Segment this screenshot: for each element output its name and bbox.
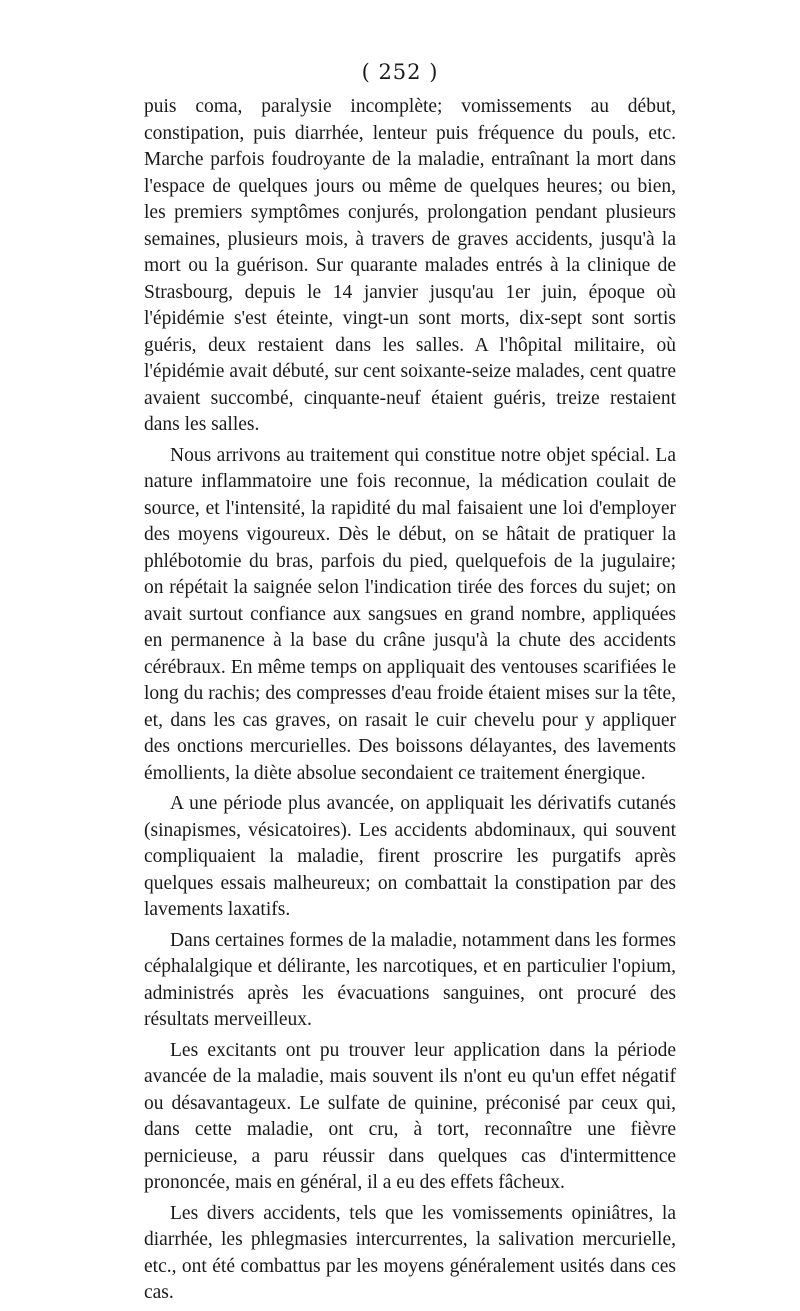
- paragraph-5: Les excitants ont pu trouver leur application dans la période avancée de la maladie, mais souvent ils n'ont eu qu'un effet négatif ou désavantageux. Le sulfate de quinine, préconisé par ceux qui, dans cette maladie, ont cru, à tort, reconnaître une fièvre pernicieuse, a paru réussir dans quelques cas d'intermittence prononcée, mais en général, il a eu des effets fâcheux.: [144, 1039, 676, 1193]
- paragraph-3: A une période plus avancée, on appliquait les dérivatifs cutanés (sinapismes, vésicatoires). Les accidents abdominaux, qui souvent compliquaient la maladie, firent proscrire les purgatifs après quelques essais malheureux; on combattait la constipation par des lavements laxatifs.: [144, 793, 676, 920]
- paragraph-2: Nous arrivons au traitement qui constitue notre objet spécial. La nature inflammatoire une fois reconnue, la médication coulait de source, et l'intensité, la rapidité du mal faisaient une loi d'employer des moyens vigoureux. Dès le début, on se hâtait de pratiquer la phlébotomie du bras, parfois du pied, quelquefois de la jugulaire; on répétait la saignée selon l'indication tirée des forces du sujet; on avait surtout confiance aux sangsues en grand nombre, appliquées en permanence à la base du crâne jusqu'à la chute des accidents cérébraux. En même temps on appliquait des ventouses scarifiées le long du rachis; des compresses d'eau froide étaient mises sur la tête, et, dans les cas graves, on rasait le cuir chevelu pour y appliquer des onctions mercurielles. Des boissons délayantes, des lavements émollients, la diète absolue secondaient ce traitement énergique.: [144, 444, 676, 784]
- paragraph-1: puis coma, paralysie incomplète; vomissements au début, constipation, puis diarrhée, lenteur puis fréquence du pouls, etc. Marche parfois foudroyante de la maladie, entraînant la mort dans l'espace de quelques jours ou même de quelques heures; ou bien, les premiers symptômes conjurés, prolongation pendant plusieurs semaines, plusieurs mois, à travers de graves accidents, jusqu'à la mort ou la guérison. Sur quarante malades entrés à la clinique de Strasbourg, depuis le 14 janvier jusqu'au 1er juin, époque où l'épidémie s'est éteinte, vingt-un sont morts, dix-sept sont sortis guéris, deux restaient dans les salles. A l'hôpital militaire, où l'épidémie avait débuté, sur cent soixante-seize malades, cent quatre avaient succombé, cinquante-neuf étaient guéris, treize restaient dans les salles.: [144, 96, 676, 435]
- page-number: ( 252 ): [361, 60, 439, 84]
- paragraph-4: Dans certaines formes de la maladie, notamment dans les formes céphalalgique et délirante, les narcotiques, et en particulier l'opium, administrés après les évacuations sanguines, ont procuré des résultats merveilleux.: [144, 929, 676, 1030]
- body-text: [144, 94, 676, 1311]
- paragraph-6: Les divers accidents, tels que les vomissements opiniâtres, la diarrhée, les phlegmasies intercurrentes, la salivation mercurielle, etc., ont été combattus par les moyens généralement usités dans ces cas.: [144, 1202, 676, 1303]
